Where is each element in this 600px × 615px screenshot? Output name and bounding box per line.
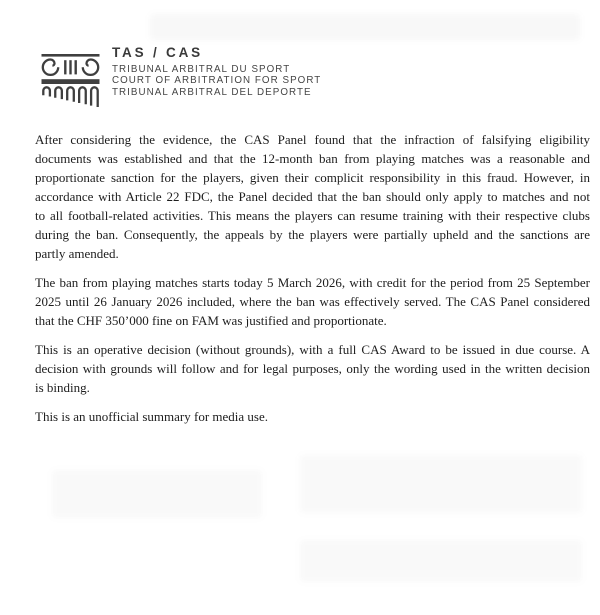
text-line: that the CHF 350’000 fine on FAM was justified and proportionate. (35, 313, 387, 328)
text-line: partly amended. (35, 246, 119, 261)
document-body (35, 130, 590, 436)
brand-block (112, 45, 321, 98)
bleed-through-artifact (300, 540, 582, 582)
paragraph-disclaimer (35, 407, 590, 426)
text-line: This is an operative decision (without grounds), with a full CAS Award to be issued in due course. A (35, 342, 590, 357)
bleed-through-artifact (52, 470, 262, 518)
text-line: proportionate sanction for the players, given their complicit responsibility in this fraud. However, in (35, 170, 590, 185)
text-line: The ban from playing matches starts today 5 March 2026, with credit for the period from 25 September (35, 275, 590, 290)
logo-subtitle-fr: TRIBUNAL ARBITRAL DU SPORT (112, 64, 291, 75)
text-line: documents was established and that the 12-month ban from playing matches was a reasonable and (35, 151, 590, 166)
paragraph-decision (35, 130, 590, 263)
paragraph-ban-dates (35, 273, 590, 330)
text-line: during the ban. Consequently, the appeals by the players were partially upheld and the sanctions are (35, 227, 590, 242)
letterhead (0, 0, 600, 120)
cas-columns-logo-icon (41, 54, 100, 107)
logo-subtitle-es: TRIBUNAL ARBITRAL DEL DEPORTE (112, 86, 312, 98)
bleed-through-artifact (300, 455, 582, 513)
text-line: 2025 until 26 January 2026 included, where the ban was effectively served. The CAS Panel considered (35, 294, 590, 309)
text-line: to all football-related activities. This means the players can resume training with their respective clubs (35, 208, 590, 223)
text-line: is binding. (35, 380, 90, 395)
text-line: After considering the evidence, the CAS Panel found that the infraction of falsifying eligibility (35, 132, 590, 147)
text-line: This is an unofficial summary for media use. (35, 409, 268, 424)
logo-title: TAS / CAS (112, 45, 203, 60)
text-line: decision with grounds will follow and for legal purposes, only the wording used in the written decision (35, 361, 590, 376)
logo-subtitles (112, 64, 321, 98)
logo-subtitle-en: COURT OF ARBITRATION FOR SPORT (112, 75, 322, 87)
text-line: accordance with Article 22 FDC, the Panel decided that the ban should only apply to matches and not (35, 189, 590, 204)
paragraph-operative-decision (35, 340, 590, 397)
